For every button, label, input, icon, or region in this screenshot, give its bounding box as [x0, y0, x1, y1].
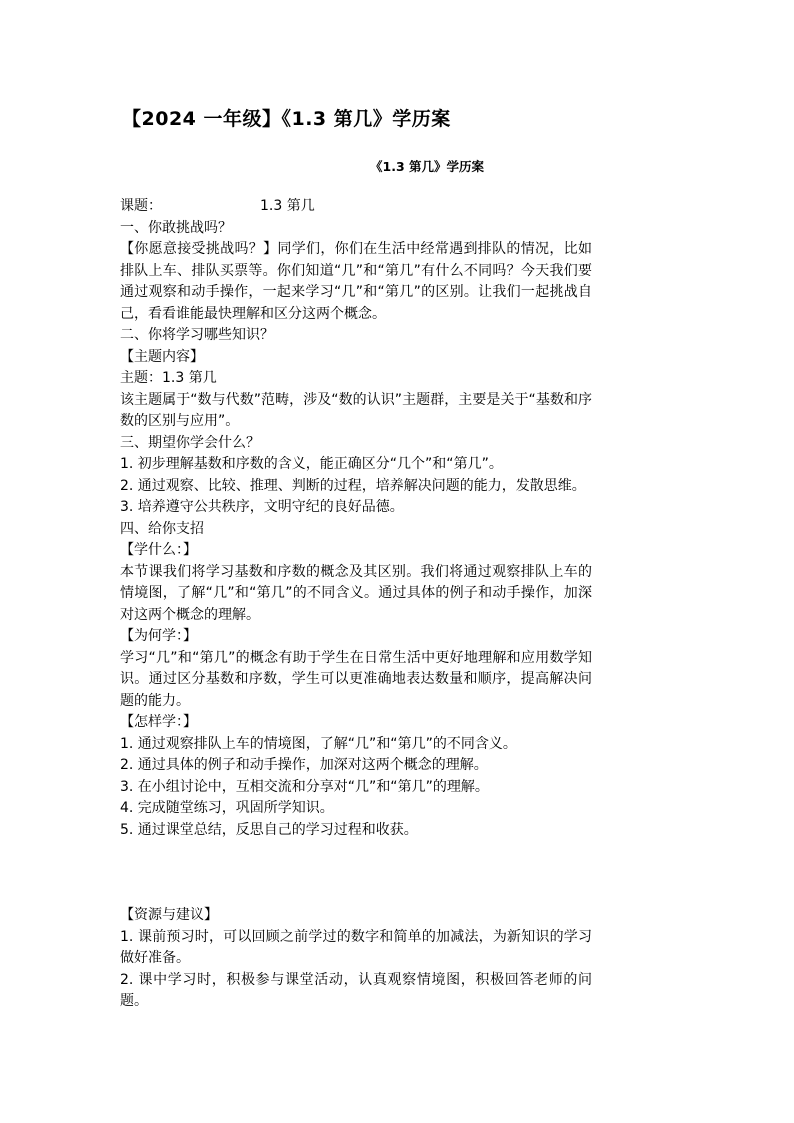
list-item: 1. 课前预习时，可以回顾之前学过的数字和简单的加减法，为新知识的学习做好准备。: [120, 928, 592, 966]
section-2-subheading: 【主题内容】: [120, 348, 204, 365]
section-3-heading: 三、期望你学会什么？: [120, 434, 260, 451]
why-label: 【为何学：】: [120, 628, 197, 644]
list-item: 1. 初步理解基数和序数的含义，能正确区分“几个”和“第几”。: [120, 456, 503, 472]
list-item: 4. 完成随堂练习，巩固所学知识。: [120, 800, 334, 816]
list-item: 2. 通过具体的例子和动手操作，加深对这两个概念的理解。: [120, 757, 488, 773]
list-item: 3. 在小组讨论中，互相交流和分享对“几”和“第几”的理解。: [120, 778, 489, 795]
list-item: 2. 课中学习时，积极参与课堂活动，认真观察情境图，积极回答老师的问题。: [120, 971, 592, 1009]
section-1-heading: 一、你敢挑战吗？: [120, 219, 232, 236]
document-title: 【2024 一年级】《1.3 第几》学历案: [122, 108, 451, 130]
how-label: 【怎样学：】: [120, 714, 197, 730]
section-1-body: 【你愿意接受挑战吗？】同学们，你们在生活中经常遇到排队的情况，比如排队上车、排队买票等。你们知道“几”和“第几”有什么不同吗？今天我们要通过观察和动手操作，一起来学习“几”和“第几”的区别。让我们一起挑战自己，看看谁能最快理解和区分这两个概念。: [120, 241, 592, 322]
section-4-heading: 四、给你支招: [120, 520, 204, 537]
list-item: 3. 培养遵守公共秩序，文明守纪的良好品德。: [120, 499, 404, 515]
why-body: 学习“几”和“第几”的概念有助于学生在日常生活中更好地理解和应用数学知识。通过区分基数和序数，学生可以更准确地表达数量和顺序，提高解决问题的能力。: [120, 649, 592, 709]
list-item: 5. 通过课堂总结，反思自己的学习过程和收获。: [120, 821, 418, 838]
document-body: [120, 196, 592, 1013]
list-item: 1. 通过观察排队上车的情境图，了解“几”和“第几”的不同含义。: [120, 735, 517, 752]
section-2-theme: 主题：1.3 第几: [120, 370, 217, 386]
section-2-body: 该主题属于“数与代数”范畴，涉及“数的认识”主题群，主要是关于“基数和序数的区别与应用”。: [120, 391, 592, 429]
what-label: 【学什么：】: [120, 542, 197, 558]
spacer: [120, 841, 592, 905]
list-item: 2. 通过观察、比较、推理、判断的过程，培养解决问题的能力，发散思维。: [120, 477, 586, 494]
section-2-heading: 二、你将学习哪些知识？: [120, 327, 274, 343]
resources-label: 【资源与建议】: [120, 907, 218, 923]
what-body: 本节课我们将学习基数和序数的概念及其区别。我们将通过观察排队上车的情境图，了解“几”和“第几”的不同含义。通过具体的例子和动手操作，加深对这两个概念的理解。: [120, 563, 592, 623]
topic-row: [120, 196, 592, 218]
topic-value: 1.3 第几: [260, 198, 315, 214]
topic-label: 课题：: [120, 198, 162, 214]
document-subtitle: 《1.3 第几》学历案: [370, 159, 484, 174]
